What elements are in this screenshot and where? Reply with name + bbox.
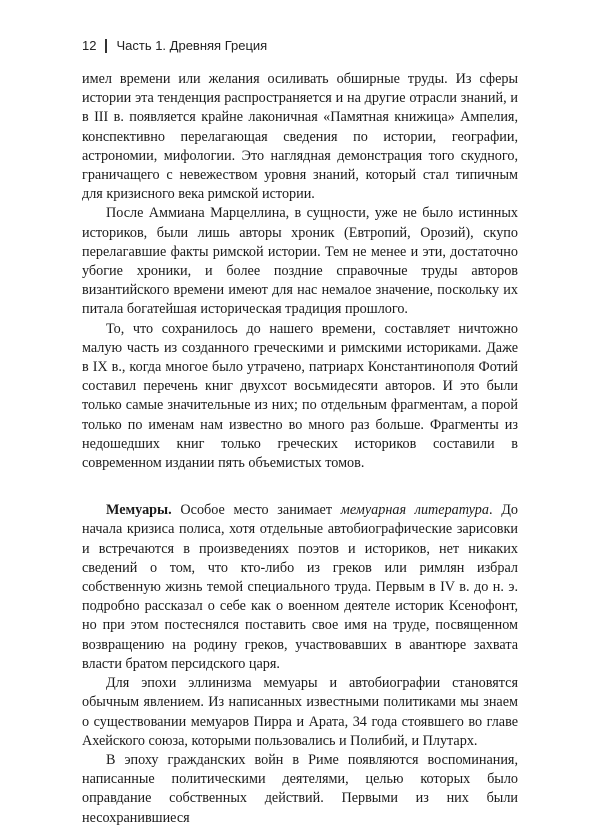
- body-text: [82, 70, 518, 828]
- memoirs-intro: Особое место занимает: [180, 502, 333, 519]
- header-divider: [105, 39, 107, 53]
- paragraph-civil-wars: В эпоху гражданских войн в Риме появляются воспоминания, написанные политическими деятелями, целью которых было оправдание собственных действий. Первыми из них были несохранившиеся: [82, 751, 518, 826]
- page-number: 12: [82, 38, 97, 53]
- paragraph-hellenism: Для эпохи эллинизма мемуары и автобиографии становятся обычным явлением. Из написанных известными политиками мы знаем о существовании мемуаров Пирра и Арата, 34 года стоявшего во главе Ахейского союза, которыми пользовались и Полибий, и Плутарх.: [82, 675, 518, 749]
- memoir-literature-term: мемуарная литература: [340, 502, 489, 519]
- running-header: [82, 38, 267, 53]
- memoirs-text: . До начала кризиса полиса, хотя отдельные автобиографические зарисовки и встречаются в произведениях поэтов и историков, нет никаких сведений о том, что кто-либо из греков или римлян избрал собственную жизнь темой специального труда. Первым в IV в. до н. э. подробно рассказал о себе как о военном деятеле историк Ксенофонт, но при этом постеснялся поставить свое имя на труде, посвященном возвращению на родину греков, участвовавших в авантюре захвата власти братом персидского царя.: [82, 502, 519, 672]
- running-title: Часть 1. Древняя Греция: [116, 38, 268, 53]
- paragraph-continuation: имел времени или желания осиливать обширные труды. Из сферы истории эта тенденция распространяется и на другие отрасли знаний, и в III в. появляется крайне лаконичная «Памятная книжица» Ампелия, конспективно перелагающая сведения по истории, географии, астрономии, мифологии. Это наглядная демонстрация того скудного, граничащего с невежеством уровня знаний, который стал типичным для кризисного века римской истории.: [82, 71, 518, 203]
- paragraph-ammianus: После Аммиана Марцеллина, в сущности, уже не было истинных историков, были лишь авторы хроник (Евтропий, Орозий), скупо перелагавшие факты римской истории. Тем не менее и эти, достаточно убогие хроники, и более поздние справочные труды авторов византийского времени имеют для нас немалое значение, поскольку их питала богатейшая историческая традиция прошлого.: [82, 205, 518, 318]
- section-lead-memoirs: Мемуары.: [106, 502, 172, 519]
- paragraph-surviving-works: То, что сохранилось до нашего времени, составляет ничтожно малую часть из созданного греческими и римскими историками. Даже в IX в., когда многое было утрачено, патриарх Константинополя Фотий составил перечень книг двухсот восьмидесяти авторов. И это были только самые значительные из них; по отдельным фрагментам, а порой только по именам нам известно во много раз больше. Фрагменты из недошедших книг только греческих историков составили в современном издании пять объемистых томов.: [82, 320, 518, 472]
- paragraph-memoirs: [82, 501, 518, 674]
